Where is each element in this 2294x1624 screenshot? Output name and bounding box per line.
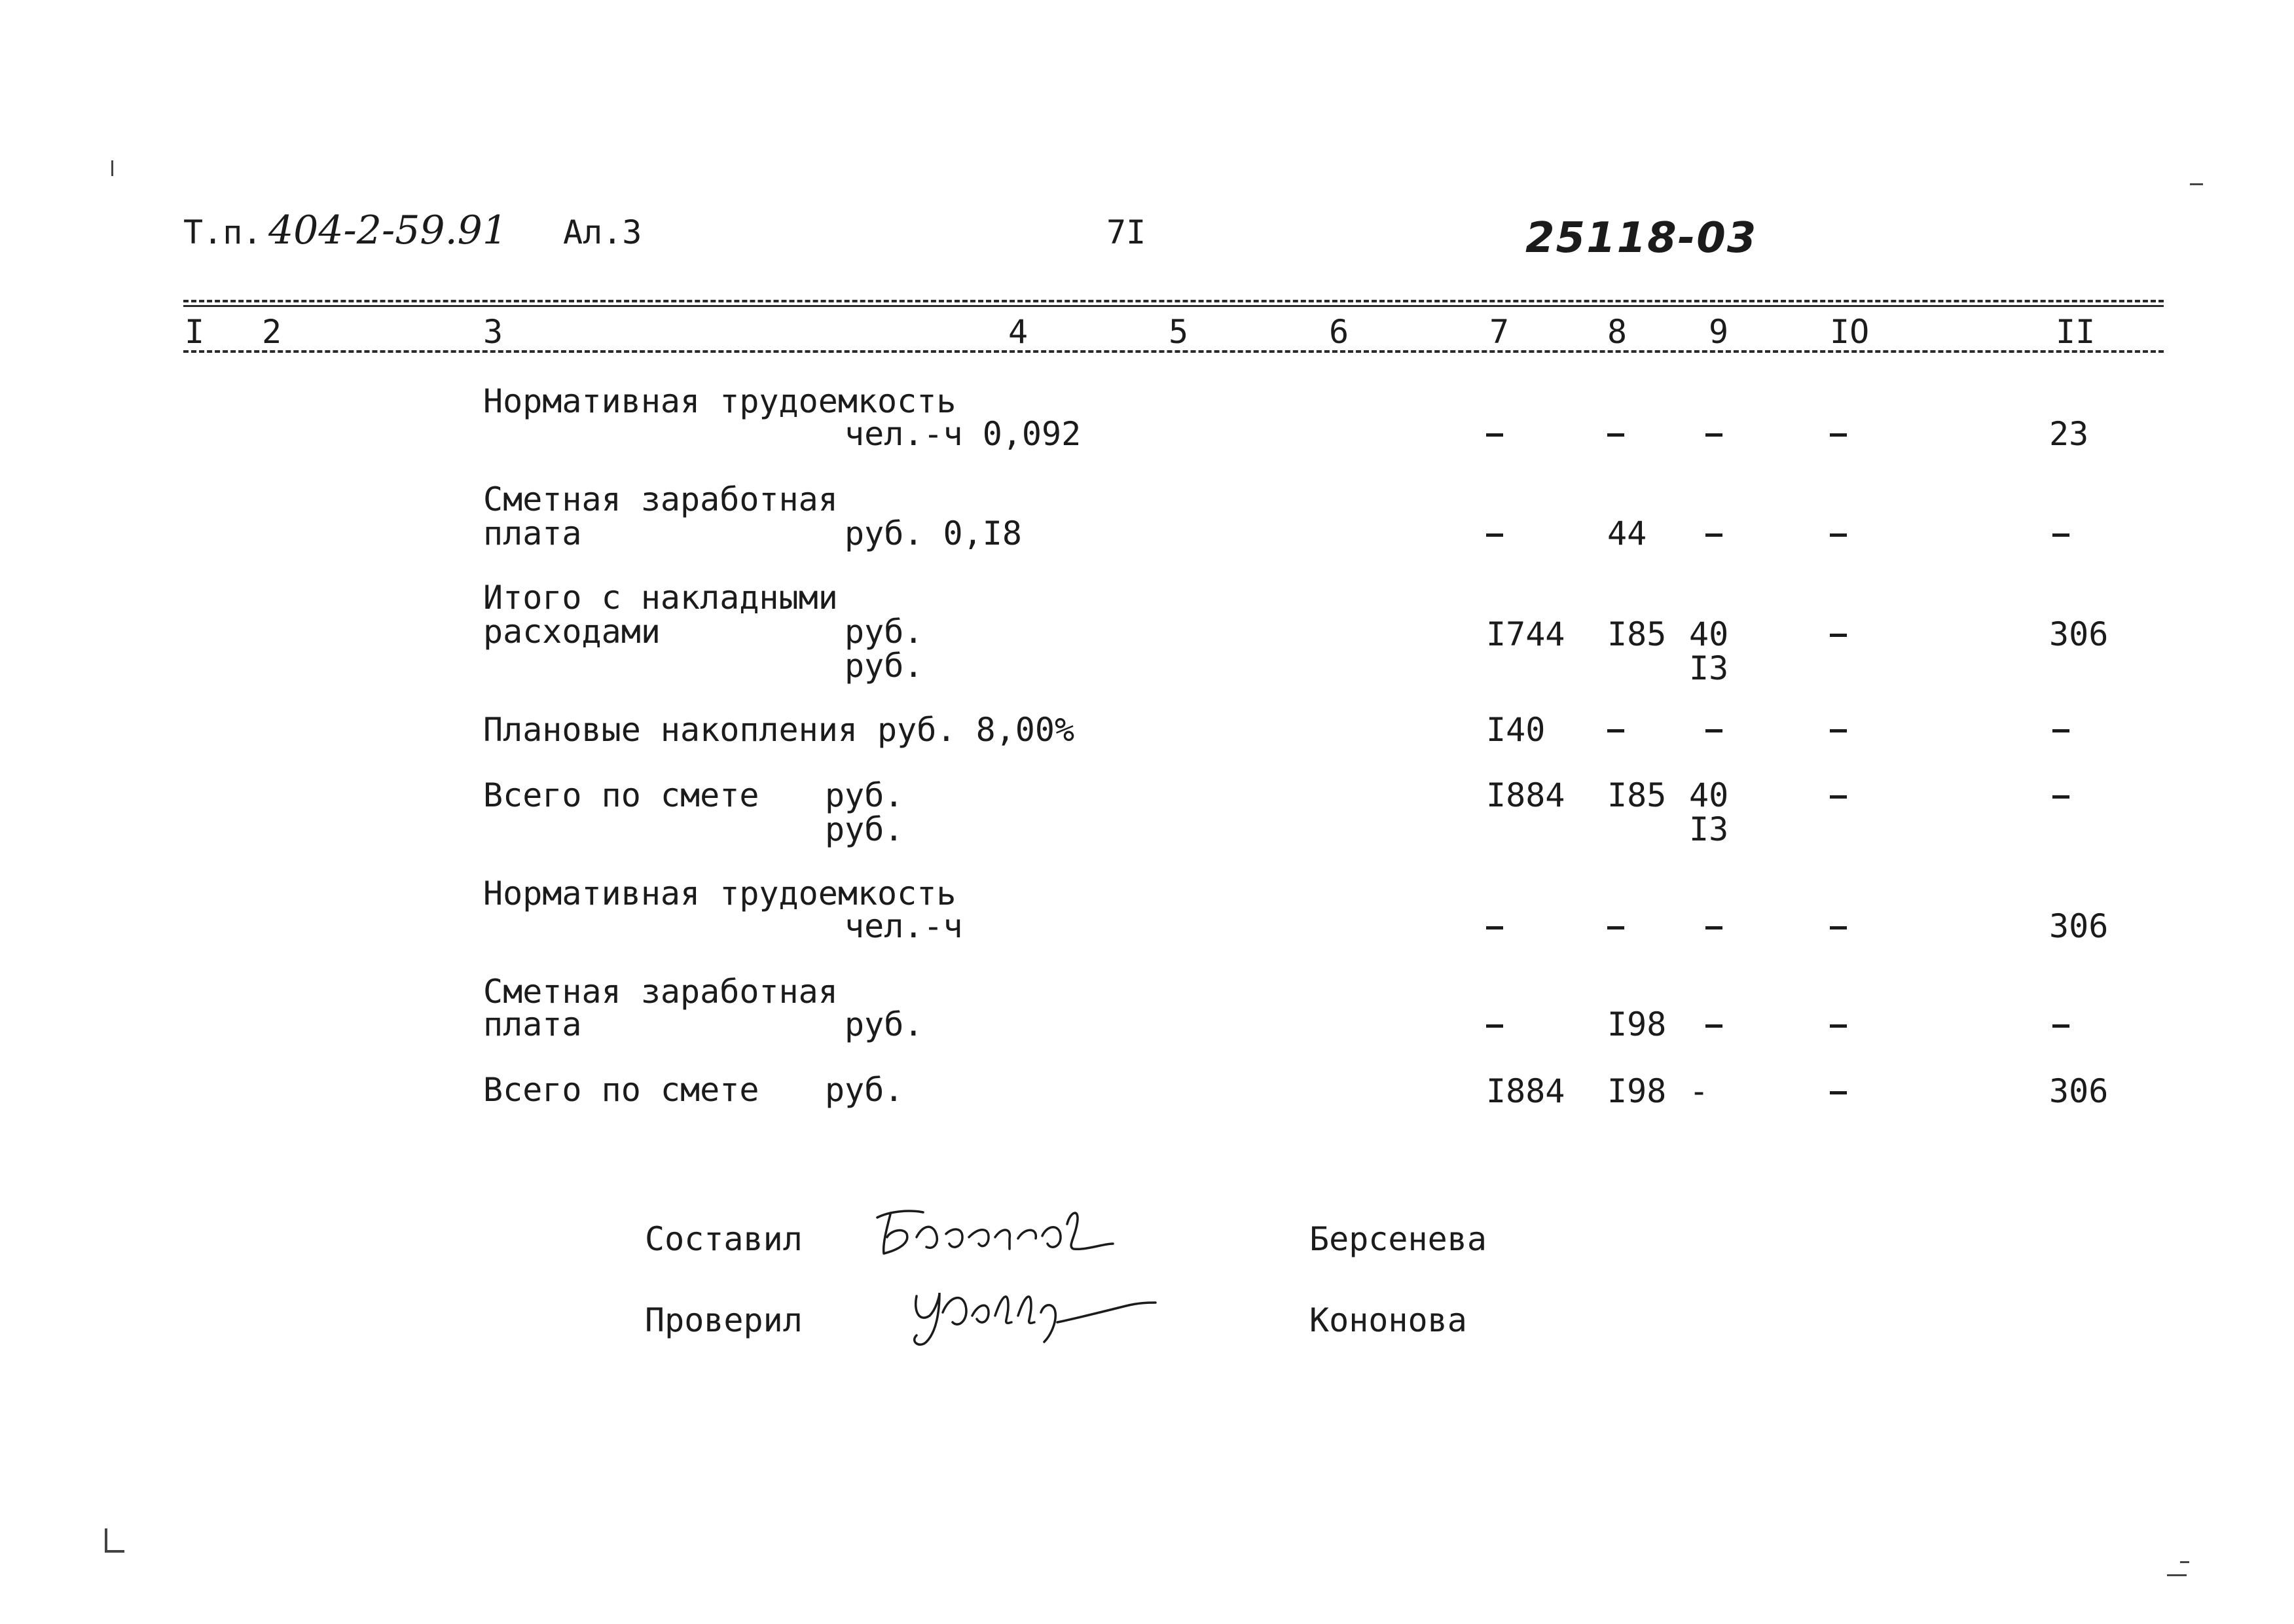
compiled-by-name: Берсенева <box>1309 1220 1487 1258</box>
margin-mark <box>105 1528 107 1552</box>
empty-dash <box>1705 926 1722 929</box>
empty-dash <box>1830 729 1847 732</box>
cell-col11: 306 <box>2049 615 2109 653</box>
row-label: Нормативная трудоемкость <box>483 875 956 912</box>
cell-col7: I884 <box>1486 776 1565 814</box>
cell-col7: I744 <box>1486 615 1565 653</box>
column-header: 6 <box>1329 313 1349 351</box>
empty-dash <box>2052 729 2069 732</box>
column-header: 4 <box>1008 313 1029 351</box>
column-header: 7 <box>1489 313 1510 351</box>
empty-dash <box>1830 926 1847 929</box>
empty-dash <box>1830 533 1847 537</box>
cell-col9: - <box>1689 1072 1709 1110</box>
cell-col9: 40 <box>1689 615 1729 653</box>
empty-dash <box>2052 795 2069 799</box>
compiled-by-label: Составил <box>645 1220 803 1258</box>
cell-col7: I884 <box>1486 1072 1565 1110</box>
empty-dash <box>1705 433 1722 437</box>
row-unit: руб. <box>825 776 904 814</box>
margin-mark <box>2167 1574 2187 1576</box>
row-unit: чел.-ч <box>845 907 963 945</box>
cell-col8: I98 <box>1607 1005 1667 1043</box>
empty-dash <box>1830 1024 1847 1028</box>
row-unit: руб. <box>825 1071 904 1109</box>
column-header: IO <box>1830 313 1870 351</box>
empty-dash <box>1486 926 1503 929</box>
row-label: Сметная заработная <box>483 973 838 1011</box>
cell-col9: 40 <box>1689 776 1729 814</box>
row-unit: чел.-ч 0,092 <box>845 415 1082 453</box>
row-unit: руб. <box>825 810 904 848</box>
cell-col8: I85 <box>1607 776 1667 814</box>
empty-dash <box>1607 926 1624 929</box>
row-label: плата <box>483 514 582 552</box>
row-unit: руб. 0,I8 <box>845 514 1022 552</box>
empty-dash <box>1486 433 1503 437</box>
empty-dash <box>1705 729 1722 732</box>
margin-mark <box>2180 1561 2189 1563</box>
album-label: Ал.3 <box>563 213 642 251</box>
column-header: 5 <box>1169 313 1189 351</box>
margin-mark <box>105 1550 124 1553</box>
row-label: расходами <box>483 613 661 651</box>
cell-col11: 306 <box>2049 907 2109 945</box>
header-top-rule <box>183 300 2164 302</box>
column-header: 9 <box>1709 313 1729 351</box>
row-label: Нормативная трудоемкость <box>483 382 956 420</box>
empty-dash <box>1607 433 1624 437</box>
cell-col8: I85 <box>1607 615 1667 653</box>
cell-col7: I40 <box>1486 711 1546 749</box>
empty-dash <box>1486 533 1503 537</box>
row-label: плата <box>483 1005 582 1043</box>
row-unit: руб. <box>845 647 924 685</box>
column-header: 2 <box>262 313 282 351</box>
column-header: I <box>185 313 205 351</box>
empty-dash <box>1705 1024 1722 1028</box>
cell-col9: I3 <box>1689 649 1729 687</box>
empty-dash <box>1830 795 1847 799</box>
empty-dash <box>1830 1091 1847 1094</box>
doc-prefix: Т.п. <box>183 213 263 251</box>
row-label: Сметная заработная <box>483 480 838 518</box>
page-number: 7I <box>1106 213 1146 251</box>
cell-col11: 23 <box>2049 415 2089 453</box>
compiled-signature <box>871 1198 1120 1270</box>
row-label: Итого с накладными <box>483 579 838 617</box>
checked-signature <box>903 1276 1165 1355</box>
empty-dash <box>1705 533 1722 537</box>
margin-mark <box>2190 183 2203 185</box>
column-header: 8 <box>1607 313 1628 351</box>
document-number: 25118-03 <box>1525 214 1758 262</box>
margin-mark <box>111 160 113 176</box>
empty-dash <box>1607 729 1624 732</box>
empty-dash <box>1486 1024 1503 1028</box>
cell-col11: 306 <box>2049 1072 2109 1110</box>
checked-by-name: Кононова <box>1309 1301 1467 1339</box>
cell-col8: I98 <box>1607 1072 1667 1110</box>
cell-col8: 44 <box>1607 514 1647 552</box>
column-header: II <box>2056 313 2096 351</box>
project-code: 404-2-59.91 <box>268 208 508 253</box>
header-top-rule-2 <box>183 305 2164 307</box>
checked-by-label: Проверил <box>645 1301 803 1339</box>
row-label: Всего по смете <box>483 776 759 814</box>
empty-dash <box>2052 533 2069 537</box>
row-label: Всего по смете <box>483 1071 759 1109</box>
row-label: Плановые накопления руб. 8,00% <box>483 711 1075 749</box>
row-unit: руб. <box>845 613 924 651</box>
empty-dash <box>1830 433 1847 437</box>
column-header: 3 <box>483 313 503 351</box>
row-unit: руб. <box>845 1005 924 1043</box>
empty-dash <box>1830 634 1847 637</box>
empty-dash <box>2052 1024 2069 1028</box>
cell-col9: I3 <box>1689 810 1729 848</box>
